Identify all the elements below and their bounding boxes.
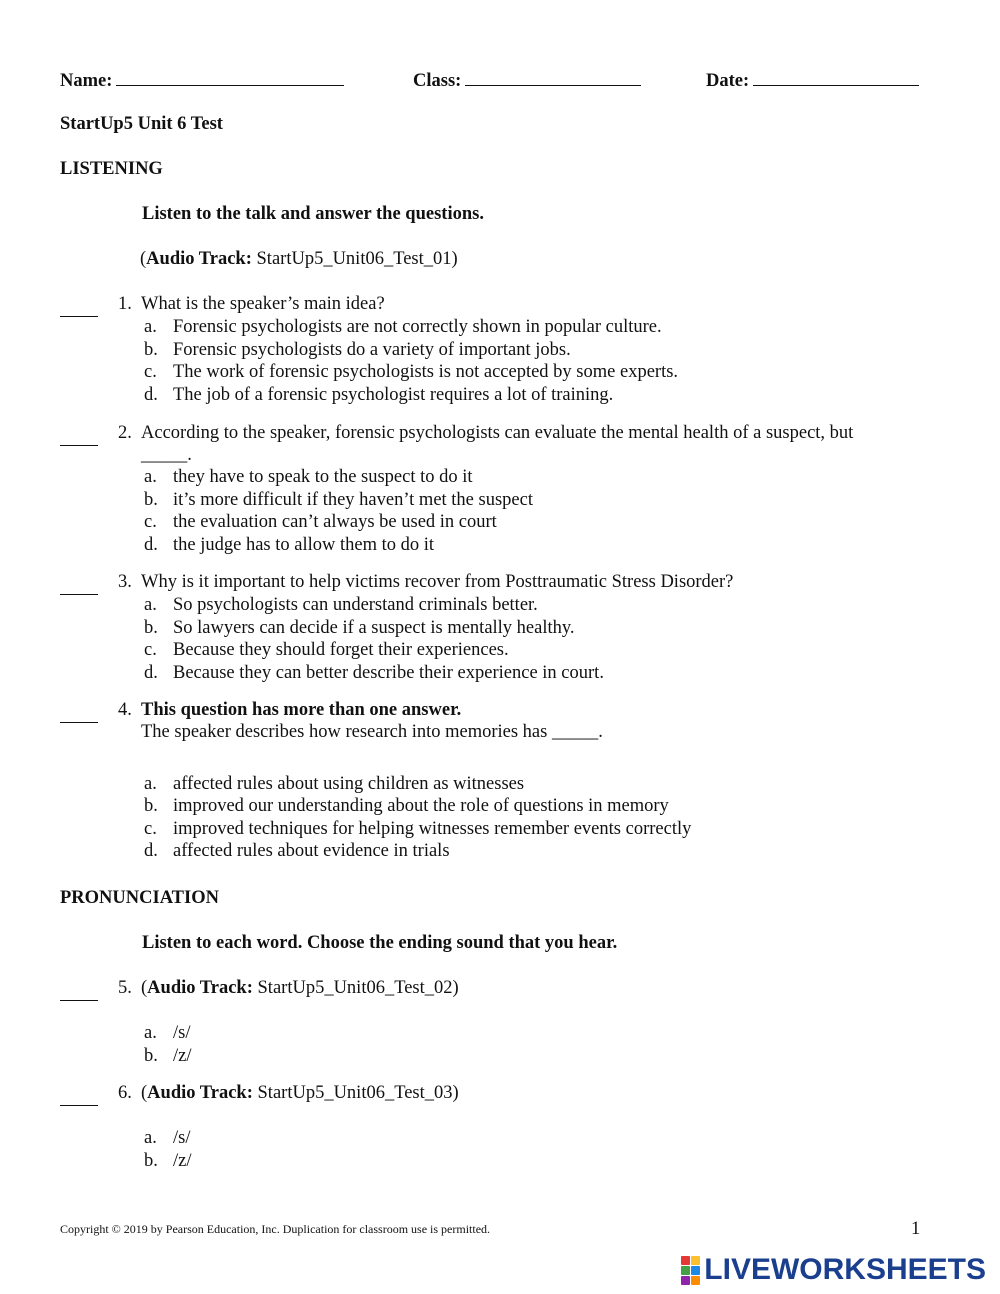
option-letter: d.: [144, 535, 158, 555]
option-letter: d.: [144, 385, 158, 405]
option-letter: a.: [144, 317, 157, 337]
answer-blank-q4[interactable]: [60, 708, 98, 723]
audio-track-3: [141, 1082, 459, 1104]
audio-paren: (: [141, 978, 148, 998]
logo-text: LIVEWORKSHEETS: [704, 1253, 986, 1286]
option-letter: b.: [144, 618, 158, 638]
option-letter: a.: [144, 595, 157, 615]
logo-tile: [691, 1276, 700, 1285]
question-number: 6.: [118, 1083, 132, 1103]
class-blank[interactable]: [465, 67, 641, 86]
option-text: So psychologists can understand criminals better.: [173, 595, 538, 615]
pronunciation-heading: PRONUNCIATION: [60, 888, 219, 908]
option-text: /z/: [173, 1151, 192, 1171]
option-letter: b.: [144, 796, 158, 816]
audio-track-name: StartUp5_Unit06_Test_02): [252, 978, 459, 998]
option-text: improved our understanding about the role of questions in memory: [173, 796, 669, 816]
question-number: 2.: [118, 423, 132, 443]
option-letter: b.: [144, 1046, 158, 1066]
logo-tile: [681, 1276, 690, 1285]
option-text: Forensic psychologists are not correctly shown in popular culture.: [173, 317, 662, 337]
audio-paren: (: [140, 249, 147, 269]
question-note: This question has more than one answer.: [141, 700, 462, 720]
option-letter: d.: [144, 663, 158, 683]
option-text: /z/: [173, 1046, 192, 1066]
liveworksheets-logo: [681, 1255, 986, 1285]
question-text-continued: _____.: [141, 445, 192, 465]
option-text: Because they can better describe their experience in court.: [173, 663, 604, 683]
option-letter: c.: [144, 362, 157, 382]
option-letter: b.: [144, 1151, 158, 1171]
class-label: Class:: [413, 71, 462, 91]
answer-blank-q5[interactable]: [60, 986, 98, 1001]
question-text: What is the speaker’s main idea?: [141, 294, 385, 314]
name-blank[interactable]: [116, 67, 344, 86]
option-letter: b.: [144, 340, 158, 360]
audio-track-label: Audio Track:: [146, 249, 252, 269]
logo-tile: [691, 1256, 700, 1265]
class-field[interactable]: [413, 67, 641, 92]
listening-instruction: Listen to the talk and answer the questions.: [142, 204, 484, 224]
answer-blank-q6[interactable]: [60, 1091, 98, 1106]
answer-blank-q2[interactable]: [60, 431, 98, 446]
option-letter: b.: [144, 490, 158, 510]
audio-track-label: Audio Track:: [147, 978, 253, 998]
option-letter: c.: [144, 512, 157, 532]
name-field[interactable]: [60, 67, 344, 92]
option-text: The work of forensic psychologists is not accepted by some experts.: [173, 362, 679, 382]
question-number: 1.: [118, 294, 132, 314]
option-text: it’s more difficult if they haven’t met the suspect: [173, 490, 533, 510]
page-number: 1: [911, 1219, 921, 1239]
option-letter: c.: [144, 819, 157, 839]
question-number: 3.: [118, 572, 132, 592]
name-label: Name:: [60, 71, 113, 91]
copyright-text: Copyright © 2019 by Pearson Education, Inc. Duplication for classroom use is permitted.: [60, 1222, 491, 1236]
option-text: So lawyers can decide if a suspect is mentally healthy.: [173, 618, 575, 638]
pronunciation-instruction: Listen to each word. Choose the ending sound that you hear.: [142, 933, 618, 953]
audio-track-name: StartUp5_Unit06_Test_01): [251, 249, 458, 269]
option-text: the evaluation can’t always be used in court: [173, 512, 497, 532]
option-text: /s/: [173, 1128, 191, 1148]
date-label: Date:: [706, 71, 750, 91]
logo-tile: [681, 1266, 690, 1275]
option-text: The job of a forensic psychologist requires a lot of training.: [173, 385, 614, 405]
question-text: The speaker describes how research into memories has _____.: [141, 722, 603, 742]
option-text: /s/: [173, 1023, 191, 1043]
option-letter: a.: [144, 467, 157, 487]
logo-tile: [681, 1256, 690, 1265]
option-letter: a.: [144, 1023, 157, 1043]
question-number: 5.: [118, 978, 132, 998]
logo-tiles-icon: [681, 1256, 700, 1285]
audio-track-label: Audio Track:: [147, 1083, 253, 1103]
audio-track-1: [140, 248, 458, 270]
question-number: 4.: [118, 700, 132, 720]
answer-blank-q3[interactable]: [60, 580, 98, 595]
logo-tile: [691, 1266, 700, 1275]
option-text: Forensic psychologists do a variety of important jobs.: [173, 340, 571, 360]
test-title: StartUp5 Unit 6 Test: [60, 114, 223, 134]
option-text: they have to speak to the suspect to do it: [173, 467, 473, 487]
listening-heading: LISTENING: [60, 159, 163, 179]
option-letter: a.: [144, 774, 157, 794]
option-letter: d.: [144, 841, 158, 861]
option-letter: c.: [144, 640, 157, 660]
audio-paren: (: [141, 1083, 148, 1103]
option-letter: a.: [144, 1128, 157, 1148]
audio-track-name: StartUp5_Unit06_Test_03): [252, 1083, 459, 1103]
audio-track-2: [141, 977, 459, 999]
option-text: improved techniques for helping witnesses remember events correctly: [173, 819, 692, 839]
question-text: Why is it important to help victims recover from Posttraumatic Stress Disorder?: [141, 572, 734, 592]
date-field[interactable]: [706, 67, 919, 92]
option-text: the judge has to allow them to do it: [173, 535, 435, 555]
date-blank[interactable]: [753, 67, 919, 86]
option-text: Because they should forget their experiences.: [173, 640, 509, 660]
answer-blank-q1[interactable]: [60, 302, 98, 317]
question-text: According to the speaker, forensic psychologists can evaluate the mental health of a suspect, but: [141, 423, 854, 443]
option-text: affected rules about evidence in trials: [173, 841, 450, 861]
option-text: affected rules about using children as witnesses: [173, 774, 525, 794]
